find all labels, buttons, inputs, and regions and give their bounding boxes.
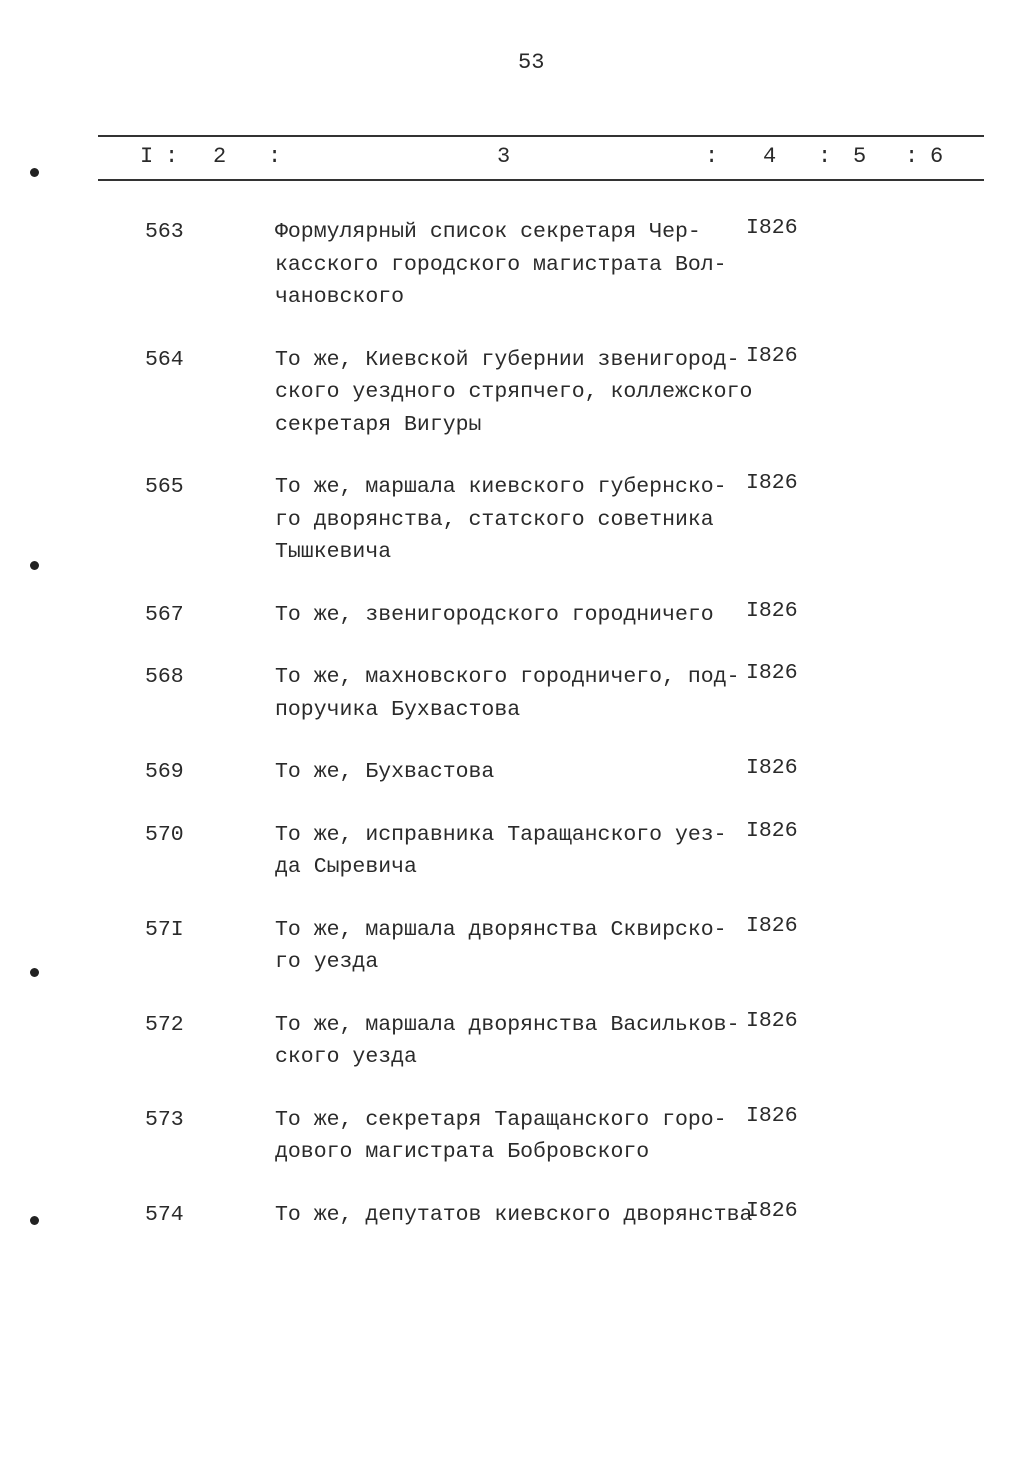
- entry-description: [275, 216, 745, 314]
- description-line: поручика Бухвастова: [275, 697, 521, 722]
- entry-year: I826: [746, 1198, 798, 1223]
- entry-year: I826: [746, 216, 798, 240]
- binding-hole: [30, 168, 39, 177]
- entry-row: [0, 661, 1024, 726]
- entry-number: 567: [145, 602, 184, 627]
- column-separator: :: [818, 144, 832, 169]
- column-separator: :: [268, 144, 282, 169]
- entry-row: [0, 1009, 1024, 1074]
- entry-year: I826: [746, 913, 798, 938]
- entry-number: 563: [145, 220, 184, 244]
- description-line: го уезда: [275, 950, 379, 974]
- entry-number: 564: [145, 347, 184, 372]
- page-number: 53: [518, 50, 545, 75]
- entry-year: I826: [746, 818, 798, 843]
- entry-row: [0, 216, 1024, 314]
- column-separator: :: [905, 144, 919, 169]
- entry-row: [0, 1104, 1024, 1169]
- entry-description: [275, 1199, 753, 1232]
- entry-description: [275, 471, 745, 569]
- column-header-3: 3: [497, 144, 511, 169]
- binding-hole: [30, 561, 39, 570]
- entry-row: [0, 756, 1024, 789]
- entry-number: 570: [145, 822, 184, 847]
- entry-row: [0, 819, 1024, 884]
- column-header-4: 4: [763, 144, 777, 169]
- entry-year: I826: [746, 343, 798, 368]
- entry-number: 57I: [145, 917, 184, 942]
- description-line: То же, Бухвастова: [275, 760, 495, 784]
- entry-year: I826: [746, 1103, 798, 1128]
- description-line: То же, маршала дворянства Васильков-: [275, 1012, 740, 1037]
- entry-number: 574: [145, 1202, 184, 1227]
- entry-row: [0, 471, 1024, 569]
- description-line: секретаря Вигуры: [275, 412, 482, 437]
- description-line: То же, депутатов киевского дворянства: [275, 1202, 753, 1227]
- column-header-1: I: [140, 144, 154, 169]
- entry-year: I826: [746, 1008, 798, 1033]
- description-line: Формулярный список секретаря Чер-: [275, 220, 701, 244]
- description-line: ского уезда: [275, 1045, 417, 1069]
- entry-number: 568: [145, 665, 184, 689]
- entry-number: 565: [145, 475, 184, 499]
- entry-description: [275, 599, 745, 632]
- entry-description: [275, 914, 745, 979]
- description-line: Тышкевича: [275, 540, 392, 564]
- entry-row: [0, 914, 1024, 979]
- binding-hole: [30, 1216, 39, 1225]
- entry-description: [275, 1104, 745, 1169]
- entry-number: 573: [145, 1107, 184, 1132]
- description-line: дового магистрата Бобровского: [275, 1140, 650, 1164]
- description-line: чановского: [275, 285, 405, 309]
- entry-year: I826: [746, 471, 798, 495]
- description-line: ского уездного стряпчего, коллежского: [275, 380, 753, 404]
- entry-description: [275, 819, 745, 884]
- column-separator: :: [165, 144, 179, 169]
- column-header-6: 6: [930, 144, 944, 169]
- column-separator: :: [705, 144, 719, 169]
- description-line: То же, звенигородского городничего: [275, 602, 714, 627]
- entry-row: [0, 344, 1024, 442]
- column-header-5: 5: [853, 144, 867, 169]
- entry-year: I826: [746, 756, 798, 780]
- entry-year: I826: [746, 598, 798, 623]
- description-line: да Сыревича: [275, 855, 417, 879]
- description-line: касского городского магистрата Вол-: [275, 252, 727, 277]
- header-bottom-rule: [98, 179, 984, 181]
- description-line: То же, махновского городничего, под-: [275, 665, 740, 689]
- column-header-2: 2: [213, 144, 227, 169]
- header-top-rule: [98, 135, 984, 137]
- entry-number: 569: [145, 760, 184, 784]
- entry-year: I826: [746, 661, 798, 685]
- entries-list: [0, 216, 1024, 1261]
- binding-hole: [30, 968, 39, 977]
- description-line: То же, маршала киевского губернско-: [275, 475, 727, 499]
- description-line: То же, секретаря Таращанского горо-: [275, 1107, 727, 1132]
- entry-description: [275, 1009, 745, 1074]
- entry-row: [0, 1199, 1024, 1232]
- entry-row: [0, 599, 1024, 632]
- description-line: го дворянства, статского советника: [275, 507, 714, 532]
- entry-description: [275, 756, 745, 789]
- entry-description: [275, 344, 753, 442]
- entry-number: 572: [145, 1012, 184, 1037]
- description-line: То же, исправника Таращанского уез-: [275, 822, 727, 847]
- description-line: То же, Киевской губернии звенигород-: [275, 347, 740, 372]
- description-line: То же, маршала дворянства Сквирско-: [275, 917, 727, 942]
- entry-description: [275, 661, 745, 726]
